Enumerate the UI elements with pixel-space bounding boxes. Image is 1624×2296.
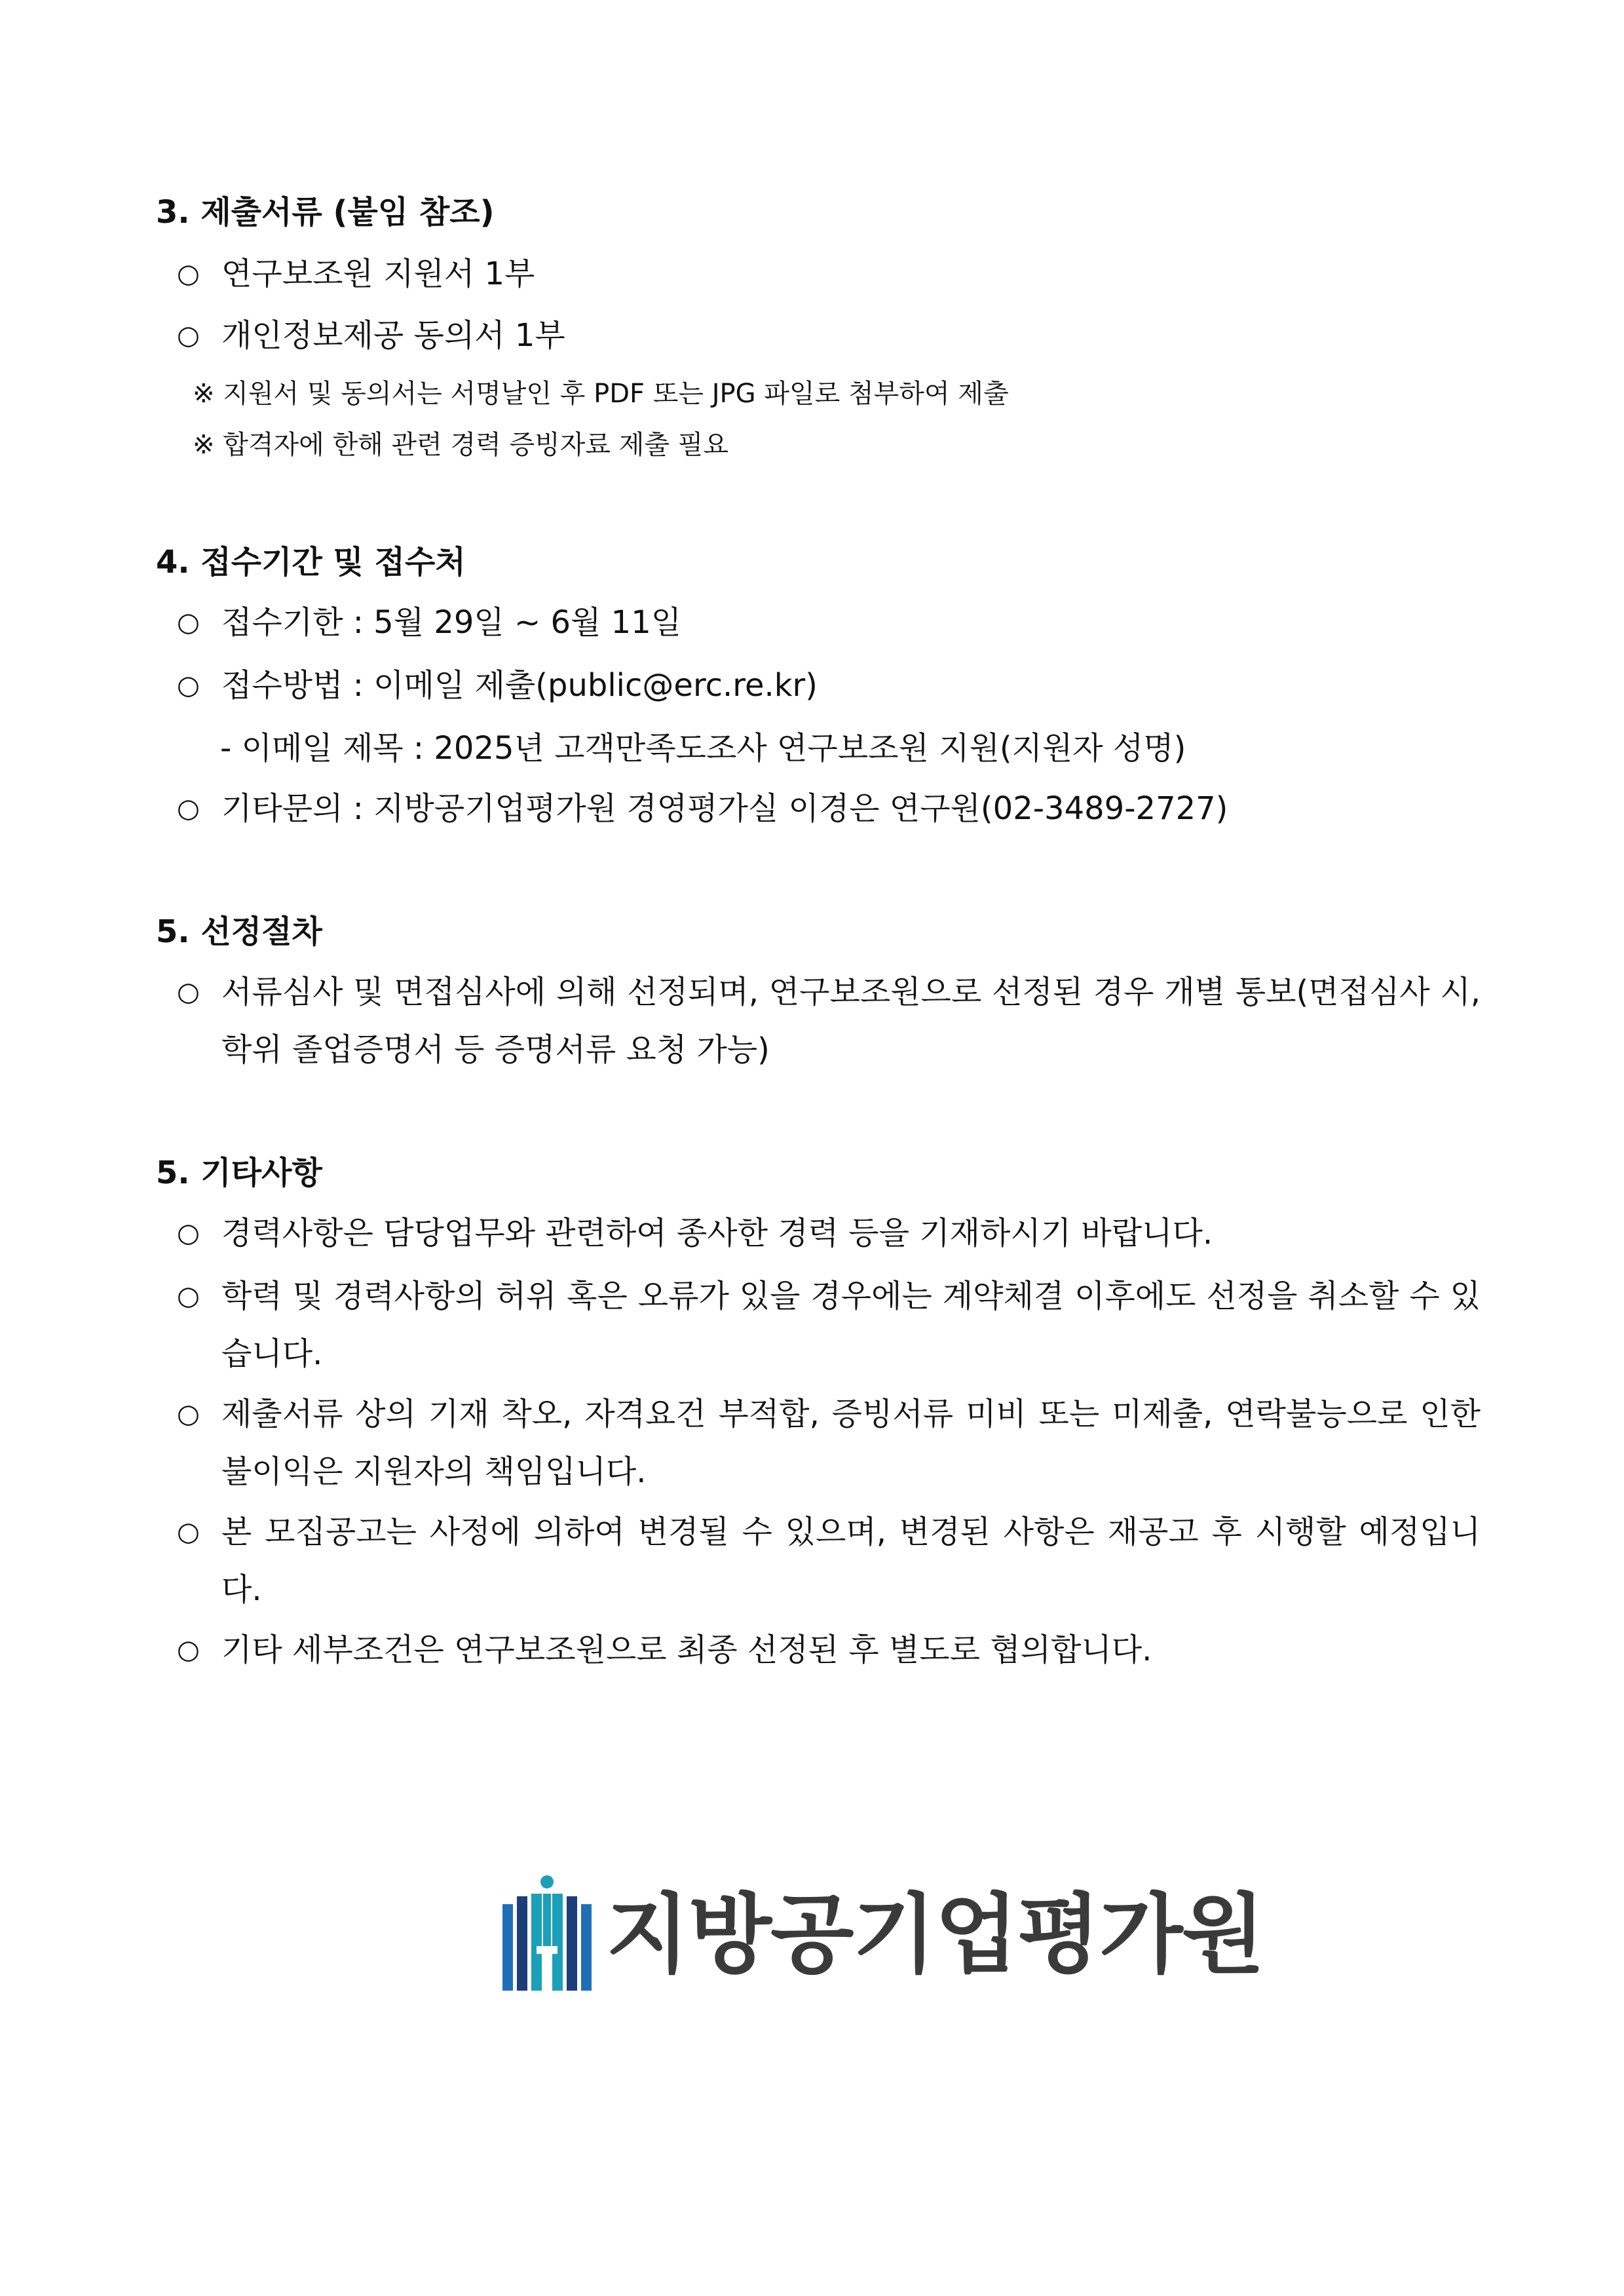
section-4-email-subject: - 이메일 제목 : 2025년 고객만족도조사 연구보조원 지원(지원자 성명) <box>220 730 1186 767</box>
bullet-icon: ○ <box>177 977 200 1007</box>
section-5-misc-item-2: ○ 학력 및 경력사항의 허위 혹은 오류가 있을 경우에는 계약체결 이후에도 선정을 취소할 수 있습니다. <box>177 1267 1481 1383</box>
section-4-heading: 4. 접수기간 및 접수처 <box>156 544 466 581</box>
bullet-icon: ○ <box>177 1635 200 1665</box>
bullet-icon: ○ <box>177 1517 200 1547</box>
section-4-item-2: ○ 접수방법 : 이메일 제출(public@erc.re.kr) <box>177 657 1481 714</box>
bullet-icon: ○ <box>177 320 200 351</box>
bullet-icon: ○ <box>177 1281 200 1311</box>
bullet-icon: ○ <box>177 1399 200 1429</box>
section-5-selection-heading: 5. 선정절차 <box>156 913 322 950</box>
organization-logo <box>501 1874 1264 1992</box>
logo-mark-icon <box>501 1874 593 1992</box>
section-3-item-1: ○ 연구보조원 지원서 1부 <box>177 245 1481 303</box>
section-5-misc-item-1: ○ 경력사항은 담당업무와 관련하여 종사한 경력 등을 기재하시기 바랍니다. <box>177 1204 1481 1262</box>
section-4-item-1: ○ 접수기한 : 5월 29일 ~ 6월 11일 <box>177 594 1481 651</box>
section-5-misc-item-5: ○ 기타 세부조건은 연구보조원으로 최종 선정된 후 별도로 협의합니다. <box>177 1621 1481 1679</box>
bullet-icon: ○ <box>177 1218 200 1248</box>
section-3-note-1: ※ 지원서 및 동의서는 서명날인 후 PDF 또는 JPG 파일로 첨부하여 제출 <box>193 379 1009 409</box>
logo-text: 지방공기업평가원 <box>606 1885 1264 1985</box>
section-5-misc-item-3: ○ 제출서류 상의 기재 착오, 자격요건 부적합, 증빙서류 미비 또는 미제출, 연락불능으로 인한 불이익은 지원자의 책임입니다. <box>177 1385 1481 1501</box>
section-3-item-2: ○ 개인정보제공 동의서 1부 <box>177 307 1481 364</box>
bullet-icon: ○ <box>177 259 200 289</box>
section-5-misc-heading: 5. 기타사항 <box>156 1155 322 1191</box>
bullet-icon: ○ <box>177 607 200 638</box>
section-3-note-2: ※ 합격자에 한해 관련 경력 증빙자료 제출 필요 <box>193 430 729 460</box>
bullet-icon: ○ <box>177 670 200 700</box>
section-5-misc-item-4: ○ 본 모집공고는 사정에 의하여 변경될 수 있으며, 변경된 사항은 재공고 후 시행할 예정입니다. <box>177 1503 1481 1618</box>
bullet-icon: ○ <box>177 794 200 824</box>
section-3-heading: 3. 제출서류 (붙임 참조) <box>156 194 495 231</box>
section-4-item-3: ○ 기타문의 : 지방공기업평가원 경영평가실 이경은 연구원(02-3489-2727) <box>177 780 1481 837</box>
section-5-selection-item-1: ○ 서류심사 및 면접심사에 의해 선정되며, 연구보조원으로 선정된 경우 개별 통보(면접심사 시, 학위 졸업증명서 등 증명서류 요청 가능) <box>177 963 1481 1079</box>
